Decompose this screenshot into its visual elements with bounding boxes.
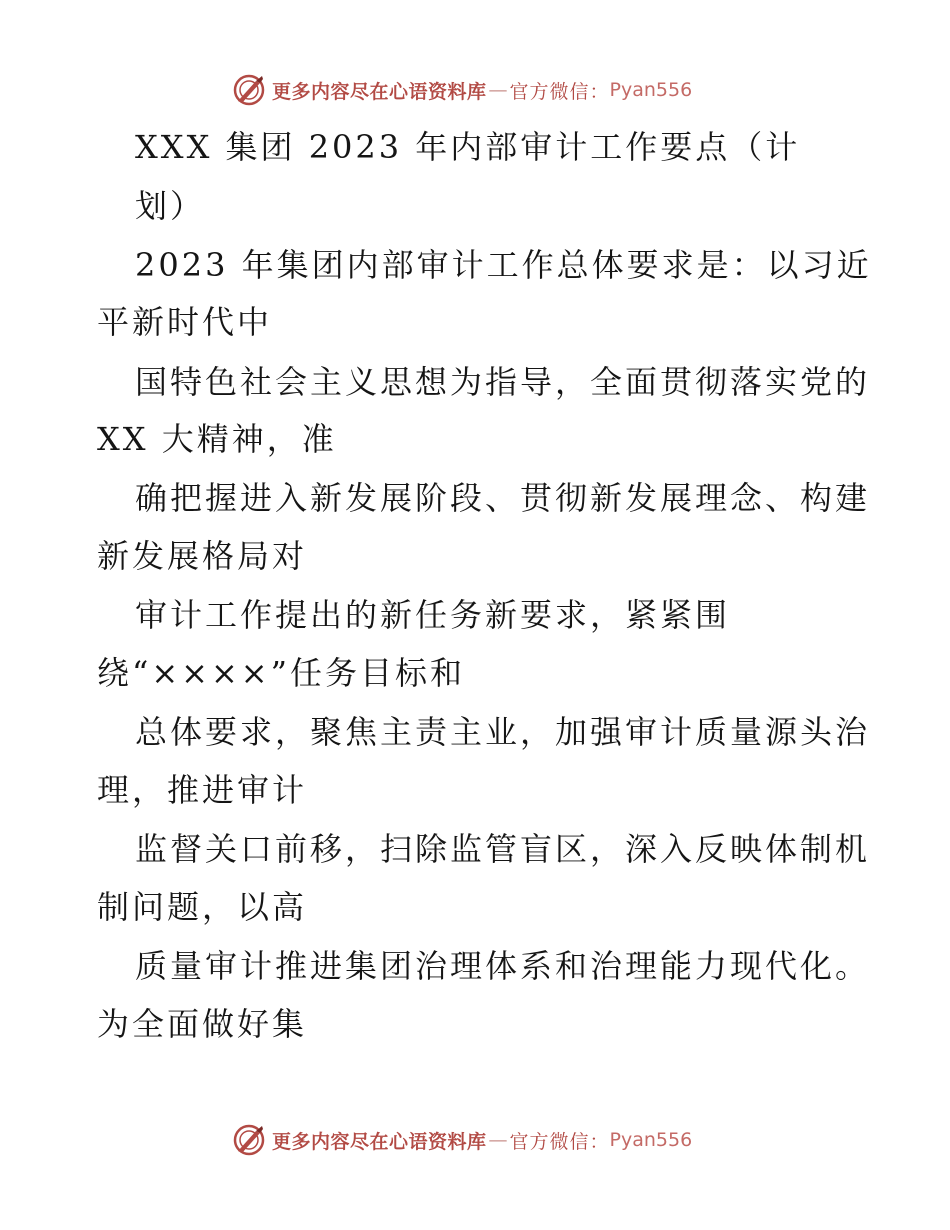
footer-watermark-banner — [232, 1120, 732, 1160]
banner-dash: — — [488, 79, 508, 101]
banner-main-text: 更多内容尽在心语资料库 — [272, 1130, 487, 1153]
paragraph-line: 质量审计推进集团治理体系和治理能力现代化。 — [135, 947, 871, 985]
paragraph-line: 制问题，以高 — [97, 888, 308, 926]
pen-circle-logo-icon — [232, 1123, 266, 1157]
paragraph-line: 总体要求，聚焦主责主业，加强审计质量源头治 — [135, 713, 871, 751]
paragraph-line: XX 大精神，准 — [97, 420, 337, 458]
paragraph-line: 理，推进审计 — [97, 771, 308, 809]
document-title-line-2: 划） — [135, 187, 206, 225]
banner-wechat-label: 官方微信： — [509, 80, 610, 103]
paragraph-line: 新发展格局对 — [97, 537, 308, 575]
banner-dash: — — [488, 1129, 508, 1151]
document-title-line-1: XXX 集团 2023 年内部审计工作要点（计 — [135, 128, 801, 166]
paragraph-line: 平新时代中 — [97, 303, 273, 341]
paragraph-line: 国特色社会主义思想为指导，全面贯彻落实党的 — [135, 363, 871, 401]
paragraph-line: 监督关口前移，扫除监管盲区，深入反映体制机 — [135, 830, 871, 868]
banner-wechat-id: Pyan556 — [609, 79, 693, 101]
paragraph-line: 绕“××××”任务目标和 — [97, 654, 465, 692]
paragraph-line: 为全面做好集 — [97, 1005, 308, 1043]
banner-wechat-label: 官方微信： — [509, 1130, 610, 1153]
paragraph-line: 确把握进入新发展阶段、贯彻新发展理念、构建 — [135, 479, 871, 517]
paragraph-line: 2023 年集团内部审计工作总体要求是：以习近 — [135, 246, 872, 284]
banner-wechat-id: Pyan556 — [609, 1129, 693, 1151]
banner-main-text: 更多内容尽在心语资料库 — [272, 80, 487, 103]
paragraph-line: 审计工作提出的新任务新要求，紧紧围 — [135, 596, 731, 634]
